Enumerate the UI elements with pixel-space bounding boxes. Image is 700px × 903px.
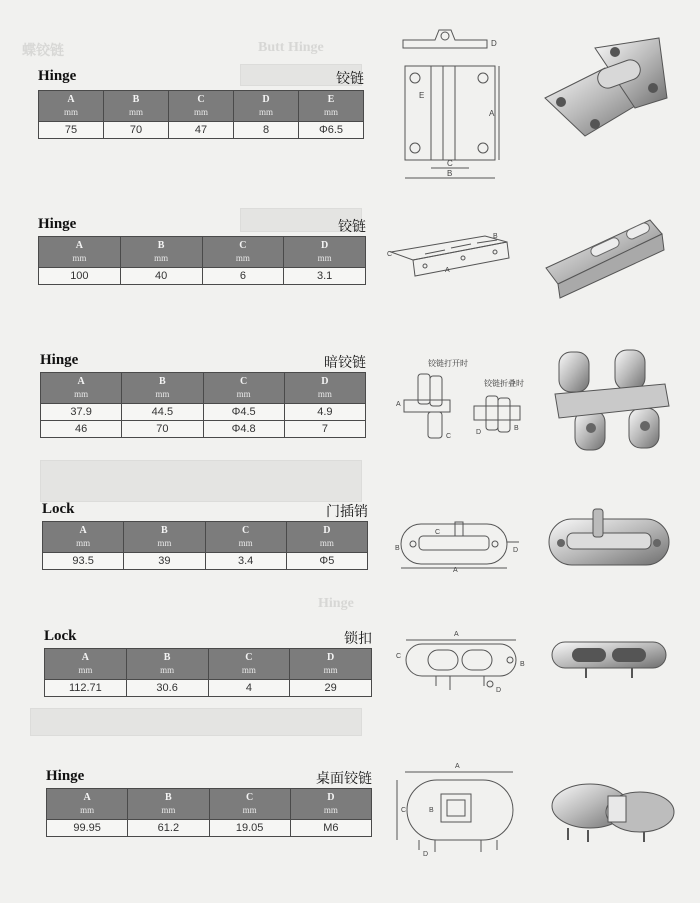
dim-label: A — [455, 763, 460, 770]
long-hinge-photo — [540, 212, 670, 302]
butt-hinge-drawing — [395, 20, 505, 180]
cell: 70 — [122, 421, 203, 438]
cell: 6 — [202, 268, 284, 285]
col-header: C mm — [205, 522, 286, 553]
bleed-through-title: Butt Hinge — [258, 40, 324, 55]
table-hinge-photo — [548, 776, 678, 846]
dim-label: D — [476, 429, 482, 436]
bleed-through-title-cn: 蝶铰链 — [22, 44, 64, 59]
col-header: B mm — [104, 91, 169, 122]
col-header: C mm — [202, 237, 284, 268]
col-header: B mm — [120, 237, 202, 268]
table-row — [39, 268, 366, 285]
cell: 46 — [41, 421, 122, 438]
col-header: A mm — [47, 789, 128, 820]
section-title: Hinge — [38, 68, 77, 84]
cell: 19.05 — [209, 820, 290, 837]
header-row — [39, 237, 366, 268]
col-header: C mm — [208, 649, 290, 680]
spec-section-5 — [44, 628, 372, 708]
col-header: D mm — [284, 237, 366, 268]
col-header: B mm — [126, 649, 208, 680]
dim-label: C — [396, 653, 402, 660]
barrel-bolt-photo — [545, 505, 675, 575]
dim-label: B — [429, 807, 434, 814]
drawing-caption: 铰链打开时 — [428, 359, 468, 368]
spec-table — [38, 90, 364, 139]
col-header: A mm — [41, 373, 122, 404]
spec-section-2 — [38, 216, 366, 296]
section-title: Lock — [42, 501, 75, 517]
dim-label: C — [435, 529, 441, 536]
section-title-cn: 桌面铰链 — [316, 771, 372, 787]
cell: 37.9 — [41, 404, 122, 421]
dim-label: D — [491, 39, 497, 48]
spec-section-3 — [40, 352, 366, 448]
cell: 4 — [208, 680, 290, 697]
section-title-cn: 门插销 — [326, 504, 368, 520]
concealed-hinge-photo — [545, 340, 675, 460]
header-row — [39, 91, 364, 122]
cell: 44.5 — [122, 404, 203, 421]
hatch-lock-drawing — [392, 628, 532, 694]
dim-label: A — [454, 631, 459, 638]
cell: Φ4.5 — [203, 404, 284, 421]
cell: 93.5 — [43, 553, 124, 570]
long-hinge-drawing — [385, 228, 515, 288]
dim-label: C — [401, 807, 407, 814]
spec-table — [44, 648, 372, 697]
col-header: D mm — [284, 373, 365, 404]
cell: Φ6.5 — [299, 122, 364, 139]
drawing-caption: 铰链折叠时 — [484, 379, 524, 388]
cell: 61.2 — [128, 820, 209, 837]
cell: 30.6 — [126, 680, 208, 697]
cell: 99.95 — [47, 820, 128, 837]
cell: 7 — [284, 421, 365, 438]
table-row — [41, 421, 366, 438]
col-header: B mm — [128, 789, 209, 820]
spec-section-4 — [42, 501, 368, 581]
cell: M6 — [290, 820, 371, 837]
dim-label: C — [447, 159, 453, 168]
col-header: B mm — [124, 522, 205, 553]
section-title: Lock — [44, 628, 77, 644]
header-row — [47, 789, 372, 820]
bleed-through-table — [40, 460, 362, 502]
dim-label: B — [395, 545, 400, 552]
dim-label: B — [514, 425, 519, 432]
dim-label: D — [496, 687, 502, 694]
butt-hinge-photo — [535, 28, 675, 158]
spec-section-6 — [46, 768, 372, 848]
spec-section-1 — [38, 68, 364, 148]
section-title: Hinge — [46, 768, 85, 784]
cell: 40 — [120, 268, 202, 285]
cell: 39 — [124, 553, 205, 570]
col-header: A mm — [43, 522, 124, 553]
cell: 3.4 — [205, 553, 286, 570]
table-row — [41, 404, 366, 421]
dim-label: A — [453, 567, 458, 572]
concealed-hinge-drawing — [390, 356, 540, 448]
section-title-cn: 锁扣 — [344, 631, 372, 647]
dim-label: B — [447, 169, 453, 178]
dim-label: D — [513, 547, 519, 554]
col-header: D mm — [290, 649, 372, 680]
col-header: D mm — [286, 522, 367, 553]
dim-label: A — [489, 109, 495, 118]
bleed-through-table — [30, 708, 362, 736]
cell: Φ4.8 — [203, 421, 284, 438]
spec-table — [38, 236, 366, 285]
section-title: Hinge — [38, 216, 77, 232]
cell: 112.71 — [45, 680, 127, 697]
col-header: A mm — [39, 91, 104, 122]
col-header: E mm — [299, 91, 364, 122]
col-header: C mm — [209, 789, 290, 820]
col-header: A mm — [39, 237, 121, 268]
spec-table — [46, 788, 372, 837]
dim-label: B — [493, 233, 498, 240]
dim-label: E — [419, 91, 425, 100]
col-header: D mm — [290, 789, 371, 820]
col-header: C mm — [169, 91, 234, 122]
dim-label: A — [445, 267, 450, 274]
table-row — [43, 553, 368, 570]
table-row — [45, 680, 372, 697]
barrel-bolt-drawing — [395, 516, 525, 572]
col-header: B mm — [122, 373, 203, 404]
dim-label: A — [396, 401, 401, 408]
section-title: Hinge — [40, 352, 79, 368]
cell: 4.9 — [284, 404, 365, 421]
dim-label: B — [520, 661, 525, 668]
dim-label: C — [446, 433, 452, 440]
col-header: D mm — [234, 91, 299, 122]
cell: 47 — [169, 122, 234, 139]
cell: 29 — [290, 680, 372, 697]
header-row — [43, 522, 368, 553]
col-header: C mm — [203, 373, 284, 404]
dim-label: C — [387, 251, 393, 258]
table-hinge-drawing — [395, 758, 525, 858]
hatch-lock-photo — [550, 636, 670, 680]
cell: Φ5 — [286, 553, 367, 570]
cell: 75 — [39, 122, 104, 139]
table-row — [39, 122, 364, 139]
table-row — [47, 820, 372, 837]
cell: 8 — [234, 122, 299, 139]
cell: 3.1 — [284, 268, 366, 285]
cell: 70 — [104, 122, 169, 139]
cell: 100 — [39, 268, 121, 285]
spec-table — [42, 521, 368, 570]
header-row — [41, 373, 366, 404]
spec-table — [40, 372, 366, 438]
section-title-cn: 铰链 — [338, 219, 366, 235]
bleed-through-title: Hinge — [318, 596, 354, 611]
col-header: A mm — [45, 649, 127, 680]
section-title-cn: 暗铰链 — [324, 355, 366, 371]
section-title-cn: 铰链 — [336, 71, 364, 87]
header-row — [45, 649, 372, 680]
dim-label: D — [423, 851, 429, 858]
